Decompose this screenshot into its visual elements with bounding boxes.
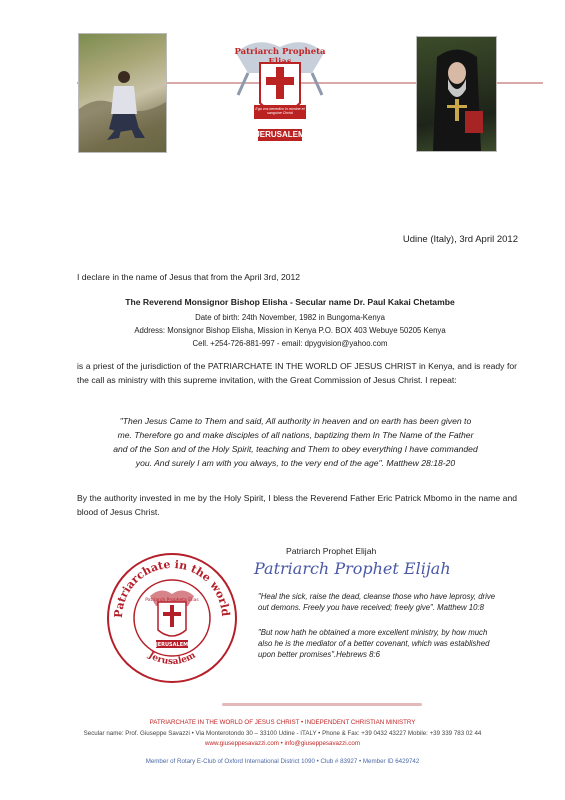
- stamp-bottom-text: Jerusalem: [146, 650, 198, 668]
- photo-patriarch: [416, 36, 497, 152]
- letter-date: Udine (Italy), 3rd April 2012: [402, 234, 518, 245]
- patriarchate-stamp: [104, 550, 240, 686]
- logo-city: JERUSALEM: [255, 130, 305, 139]
- matthew-10-quote: "Heal the sick, raise the dead, cleanse those who have leprosy, drive out demons. Freely you have received; freely give". Matthew 10:8: [258, 592, 496, 612]
- photo-bishop: [78, 33, 167, 153]
- logo-title: Patriarch Propheta Elias: [234, 47, 326, 67]
- stamp-ring-text: Patriarchate in the world: [111, 557, 233, 619]
- patriarch-logo: [228, 33, 332, 149]
- subject-birth: Date of birth: 24th November, 1982 in Bungoma-Kenya: [195, 313, 385, 322]
- footer-divider-line: [222, 703, 422, 706]
- footer-membership: Member of Rotary E-Club of Oxford International District 1090 • Club # 83927 • Member ID 6429742: [145, 758, 420, 765]
- stamp-center-title: Patriarch Propheta Elias: [145, 598, 199, 603]
- subject-contact: Cell. +254-726-881-997 - email: dpygvision@yahoo.com: [192, 339, 388, 348]
- jurisdiction-paragraph: is a priest of the jurisdiction of the PATRIARCHATE IN THE WORLD OF JESUS CHRIST in Kenya, and is ready for the call as ministry with this supreme invitation, with the Great Commission of Jesus Christ. I repeat:: [77, 361, 517, 385]
- footer-address: Secular name: Prof. Giuseppe Savazzi • Via Monterotondo 30 – 33100 Udine - ITALY • Phone & Fax: +39 0432 43227 Mobile: +39 339 783 02 44: [83, 730, 482, 737]
- hebrews-quote: "But now hath he obtained a more excellent ministry, by how much also he is the mediator of a better covenant, which was established upon better promises".Hebrews 8:6: [258, 628, 490, 659]
- stamp-center-city: JERUSALEM: [155, 642, 189, 648]
- subject-address: Address: Monsignor Bishop Elisha, Mission in Kenya P.O. BOX 403 Webuye 50205 Kenya: [134, 326, 446, 335]
- handwritten-signature: Patriarch Prophet Elijah: [254, 559, 451, 578]
- declaration-intro: I declare in the name of Jesus that from the April 3rd, 2012: [77, 272, 301, 282]
- footer-org: PATRIARCHATE IN THE WORLD OF JESUS CHRIST • INDEPENDENT CHRISTIAN MINISTRY: [149, 719, 416, 726]
- blessing-paragraph: By the authority invested in me by the Holy Spirit, I bless the Reverend Father Eric Patrick Mbomo in the name and blood of Jesus Christ.: [77, 493, 517, 517]
- matthew-quote: "Then Jesus Came to Them and said, All authority in heaven and on earth has been given to me. Therefore go and make disciples of all nations, baptizing them In The Name of the Father and of the Son and of the Holy Spirit, teaching and Them to obey everything I have commanded you. And surely I am with you always, to the very end of the age". Matthew 28:18-20: [113, 416, 478, 468]
- footer-web-link[interactable]: www.giuseppesavazzi.com • info@giuseppesavazzi.com: [205, 740, 360, 747]
- signatory-title: Patriarch Prophet Elijah: [286, 546, 377, 556]
- logo-motto: Ego vos benedico in nomine et sanguine Christi: [255, 107, 305, 116]
- subject-name: The Reverend Monsignor Bishop Elisha - Secular name Dr. Paul Kakai Chetambe: [125, 297, 455, 307]
